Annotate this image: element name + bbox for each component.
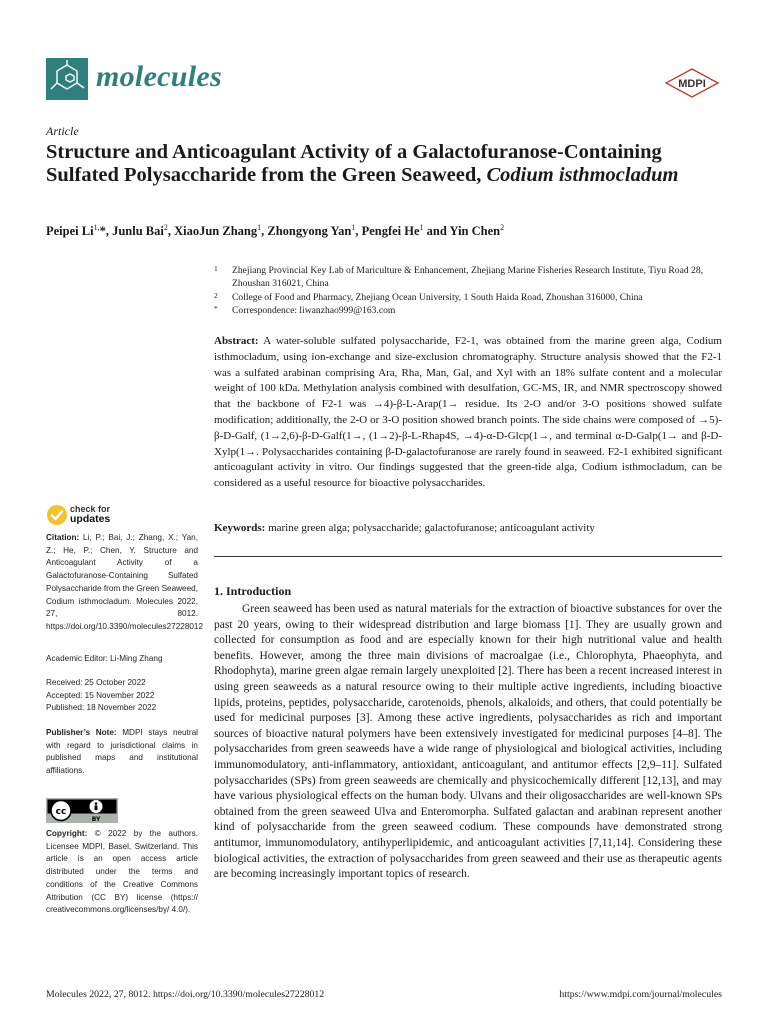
author[interactable]: Peipei $Li^{1,}*$ [46, 223, 106, 239]
abstract: Abstract: A water-soluble sulfated polysaccharide, F2-1, was obtained from the marine green alga, Codium isthmocladum, using ion-exchange and size-exclusion chromatography. Structure analysis showed that the F2-1 was a sulfated arabinan comprising Ara, Rha, Man, Gal, and Xyl with an 18% sulfate content and a molecular weight of 100 kDa. Methylation analysis combined with desulfation, GC-MS, IR, and NMR spectroscopy showed that the backbone of F2-1 was →4)-β-L-Arap(1→ residue. Its 2-O and/or 3-O positions showed sulfate modification; additionally, the 2-O or 3-O position showed branch points. The side chains were composed of →5)-β-D-Galf, (1→2,6)-β-D-Galf(1→, (1→2)-β-L-Rhap4S, →4)-α-D-Glcp(1→, and terminal α-D-Galp(1→ and β-D-Xylp(1→. Polysaccharides containing β-D-galactofuranose are rarely found in seaweed. F2-1 exhibited significant anticoagulant activity in vitro. Our findings suggested that the green-tide alga, Codium isthmocladum, can be considered as a useful resource for bioactive polysaccharides. [214, 335, 722, 490]
svg-text:cc: cc [55, 807, 67, 817]
publication-dates: Received: 25 October 2022 Accepted: 15 November 2022 Published: 18 November 2022 [46, 678, 157, 713]
affiliation-item: 1 Zhejiang Provincial Key Lab of Mariculture & Enhancement, Zhejiang Marine Fisheries Research Institute, Tiyu Road 28, Zhoushan 316021, China [214, 264, 704, 290]
copyright-notice: Copyright: © 2022 by the authors. Licensee MDPI, Basel, Switzerland. This article is an open access article distributed under the terms and conditions of the Creative Commons Attribution (CC BY) license (https:// creativecommons.org/licenses/by/ 4.0/). [46, 829, 198, 915]
affiliations [214, 264, 734, 318]
footer-citation[interactable]: Molecules 2022, 27, 8012. https://doi.org/10.3390/molecules27228012 [46, 989, 325, 1000]
cc-by-license-icon[interactable] [46, 798, 118, 823]
keywords: Keywords: marine green alga; polysaccharide; galactofuranose; anticoagulant activity [214, 522, 595, 534]
correspondence[interactable]: * Correspondence: liwanzhao999@163.com [214, 304, 396, 317]
author[interactable]: Yin Chen$^2$ [449, 223, 505, 239]
citation-block: Citation: Li, P.; Bai, J.; Zhang, X.; Yan, Z.; He, P.; Chen, Y. Structure and Anticoagulant Activity of a Galactofuranose-Containing Sulfated Polysaccharide from the Green Seaweed, Codium isthmocladum. Molecules 2022, 27, 8012. https://doi.org/10.3390/molecules27228012 [46, 533, 204, 631]
mdpi-logo-icon [664, 68, 720, 98]
academic-editor: Academic Editor: Li-Ming Zhang [46, 654, 163, 663]
introduction-paragraph: Green seaweed has been used as natural materials for the extraction of bioactive substances for over the past 20 years, owing to their widespread distribution and large biomass [1]. They are usually grown and collected for consumption as food and are especially known for their high nutritional value and health benefits. However, among the three main divisions of macroalgae (i.e., Chlorophyta, Phaeophyta, and Rhodophyta), marine green algae remain largely unexploited [2]. There has been a recent increased interest in using green seaweeds as a natural resource owing to their multiple active ingredients, including bioactive lipids, proteins, peptides, polysaccharide, carotenoids, phenols, alkaloids, and others, that could potentially be used for medicinal purposes [3]. Among these active ingredients, polysaccharides as rich and important sources of bioactive natural polymers have been extensively investigated for medicinal purposes [4–8]. The polysaccharides from green seaweeds have a wide range of physiological and biological activities, including immunomodulatory, anti-inflammatory, antioxidant, anticoagulant, and antitumor effects [2,9–11]. Sulfated polysaccharides (SPs) from green seaweeds are chemically and physicochemically different [12,13], and may have various physiological effects on the human body. Ulvans and their oligosaccharides are well-known SPs obtained from the green seaweed Ulva and Enteromorpha. Sulfated galactan and arabinan represent another kind of polysaccharide from the green seaweed codium. These compounds have demonstrated strong antitumor, immunomodulatory, antihyperlipidemic, and anticoagulant activities [7,11,14]. Considering these biological activities, the extraction of polysaccharides from green seaweed and their use as therapeutic agents are becoming increasingly important topics of research. [214, 603, 722, 881]
publisher-name: MDPI [678, 78, 706, 90]
author[interactable]: Junlu Bai$^2$ [112, 223, 168, 239]
article-title: Structure and Anticoagulant Activity of a Galactofuranose-Containing Sulfated Polysaccharide from the Green Seaweed, Codium isthmocladum [46, 141, 679, 186]
section-divider [214, 556, 722, 557]
molecules-logo-icon [46, 58, 88, 100]
check-for-updates-button[interactable]: check for updates [46, 504, 136, 526]
journal-name: molecules [96, 60, 223, 93]
publisher-note: Publisher’s Note: MDPI stays neutral with regard to jurisdictional claims in published maps and institutional affiliations. [46, 728, 198, 776]
affiliation-item: 2 College of Food and Pharmacy, Zhejiang Ocean University, 1 South Haida Road, Zhoushan 316000, China [214, 290, 643, 303]
author-list: Peipei $Li^{1,}*$, Junlu Bai$^2$, XiaoJun Zhang$^1$, Zhongyong Yan$^1$, Pengfei He$^1$ and Yin Chen$^2$ [46, 223, 505, 239]
svg-text:BY: BY [91, 816, 101, 823]
author[interactable]: Zhongyong Yan$^1$ [267, 223, 356, 239]
section-heading: 1. Introduction [214, 584, 292, 598]
author[interactable]: XiaoJun Zhang$^1$ [174, 223, 262, 239]
author[interactable]: Pengfei He$^1$ [361, 223, 424, 239]
article-type: Article [46, 124, 79, 138]
check-updates-icon [46, 504, 68, 526]
footer-journal-link[interactable]: https://www.mdpi.com/journal/molecules [559, 989, 722, 1000]
